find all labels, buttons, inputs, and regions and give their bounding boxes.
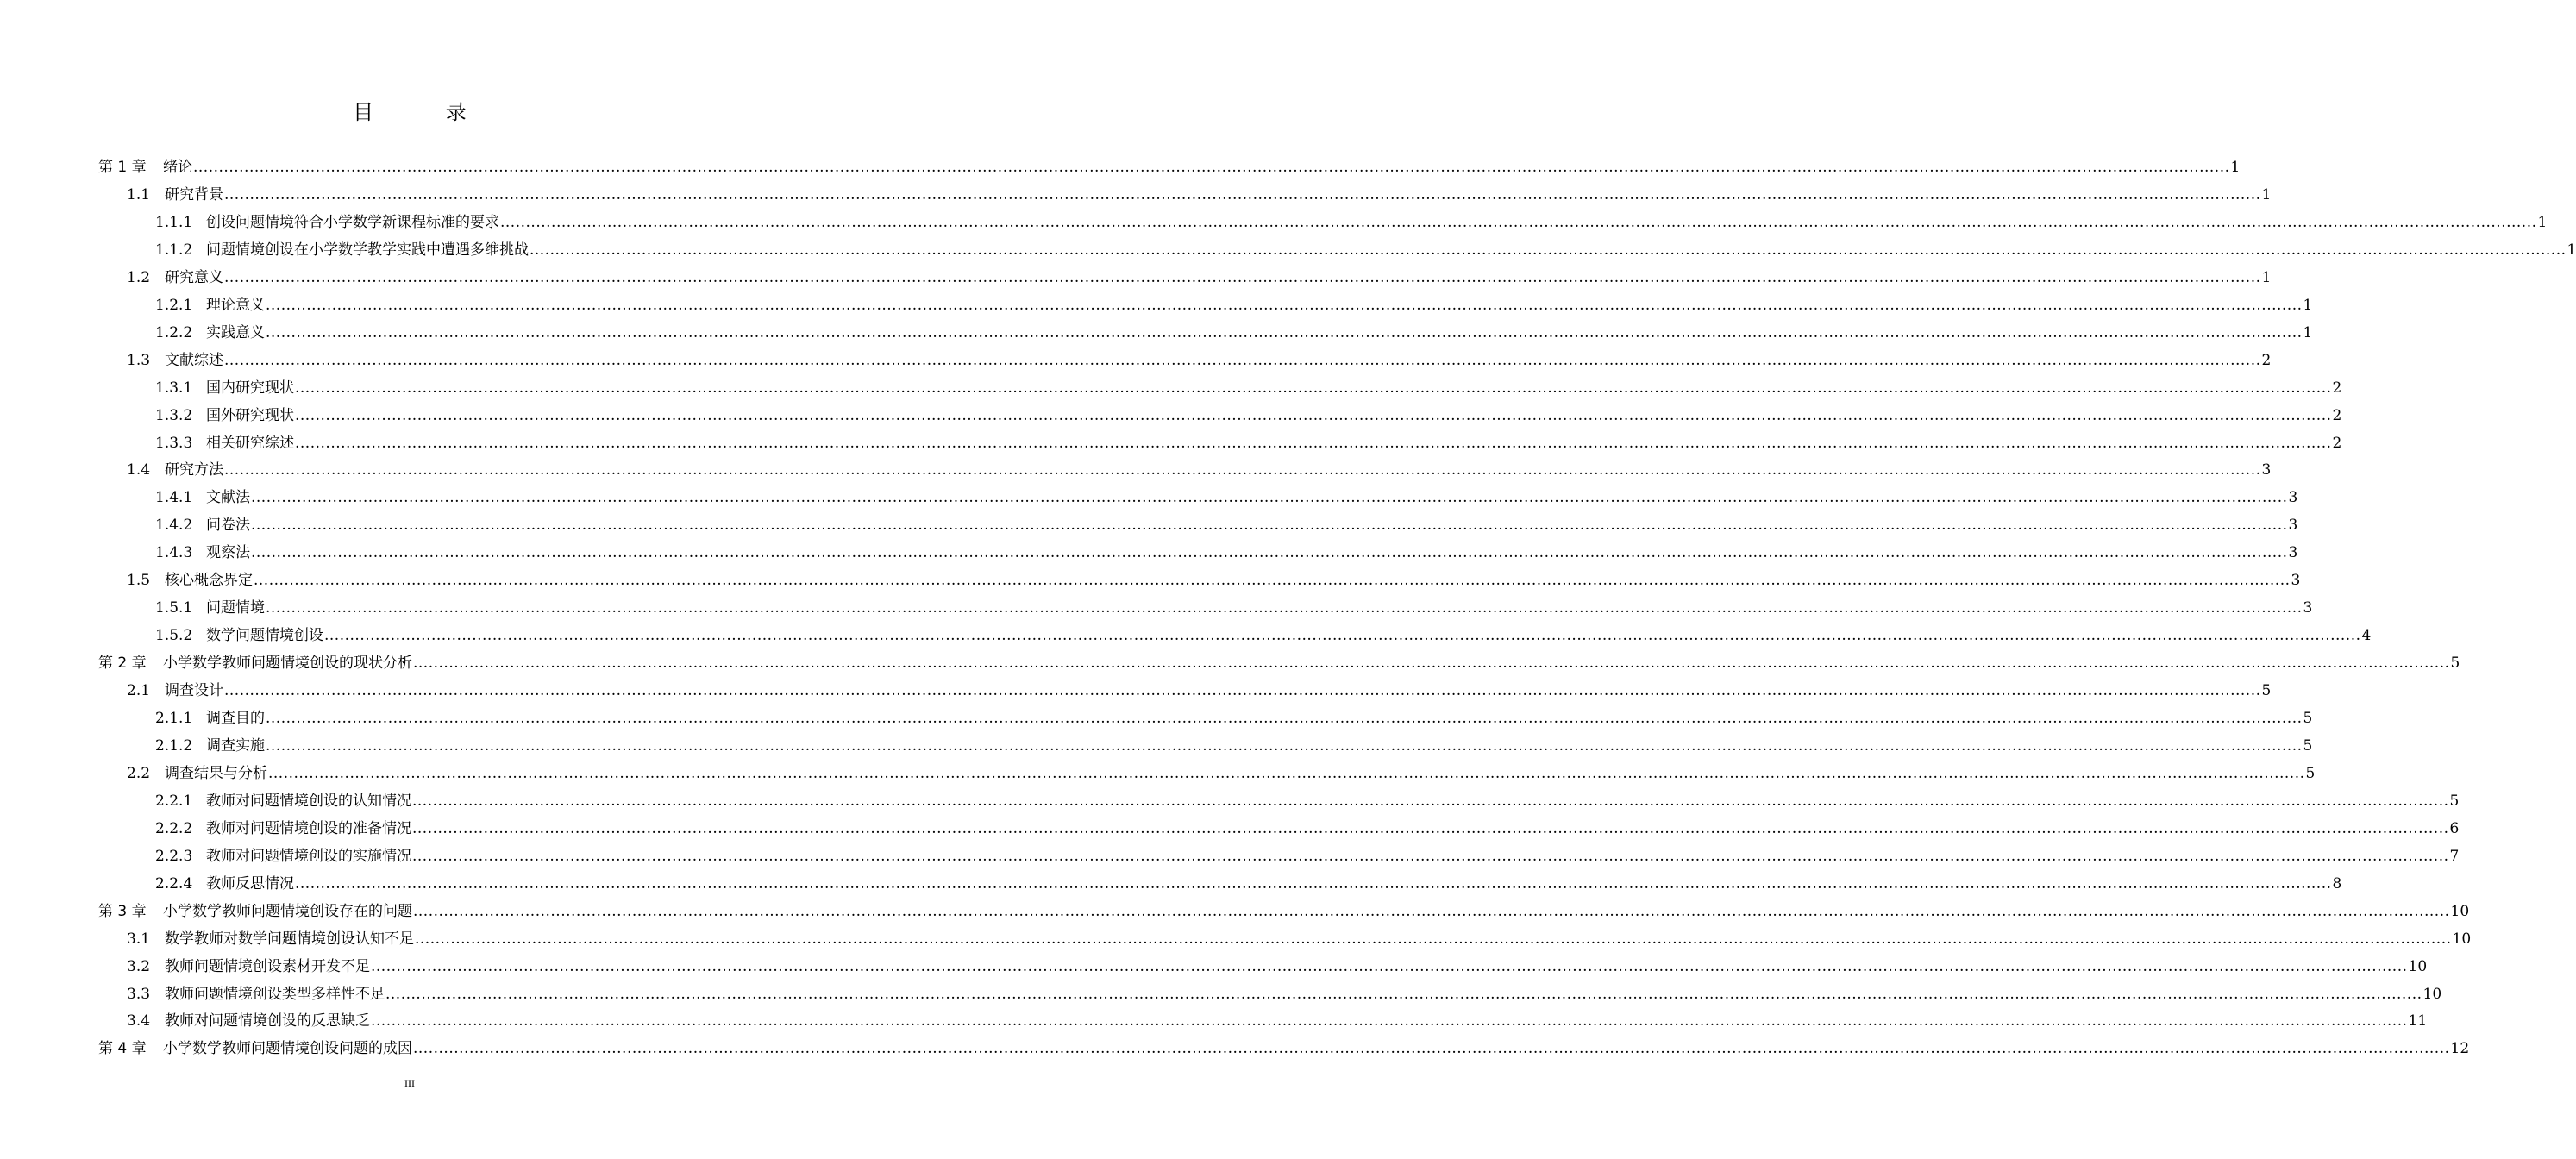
toc-entry-number: 第 3 章: [98, 902, 147, 920]
toc-dot-leader: ................................................................................................................................................................................................................................................................................................................................................................................................................: [251, 517, 2288, 535]
toc-entry-label: 相关研究综述: [206, 434, 294, 452]
toc-entry-number: 第 4 章: [98, 1040, 147, 1058]
toc-entry-label: 数学教师对数学问题情境创设认知不足: [165, 930, 414, 948]
toc-entry-page-number: 5: [2303, 736, 2313, 755]
toc-entry-label: 问题情境: [206, 599, 265, 617]
toc-entry-number: 3.2: [127, 957, 151, 975]
toc-entry-label: 调查结果与分析: [165, 764, 267, 782]
toc-entry-number: 1.5.1: [155, 599, 193, 617]
toc-entry-page-number: 4: [2361, 627, 2372, 645]
toc-entry-number: 2.2: [127, 764, 151, 782]
toc-dot-leader: ................................................................................................................................................................................................................................................................................................................................................................................................................: [193, 159, 2230, 176]
toc-entry[interactable]: [127, 1007, 2428, 1035]
toc-dot-leader: ................................................................................................................................................................................................................................................................................................................................................................................................................: [251, 544, 2288, 562]
toc-entry-page-number: 1: [2261, 268, 2272, 286]
toc-dot-leader: ................................................................................................................................................................................................................................................................................................................................................................................................................: [266, 710, 2303, 727]
toc-dot-leader: ................................................................................................................................................................................................................................................................................................................................................................................................................: [412, 792, 2449, 810]
toc-entry-label: 问卷法: [206, 517, 250, 535]
toc-entry-label: 调查实施: [206, 736, 265, 755]
toc-dot-leader: ................................................................................................................................................................................................................................................................................................................................................................................................................: [224, 461, 2261, 479]
toc-entry[interactable]: [155, 815, 2460, 843]
toc-entry[interactable]: [127, 925, 2472, 953]
toc-dot-leader: ................................................................................................................................................................................................................................................................................................................................................................................................................: [224, 268, 2261, 286]
toc-entry[interactable]: [155, 429, 2342, 457]
toc-entry-label: 研究意义: [165, 268, 223, 286]
toc-dot-leader: ................................................................................................................................................................................................................................................................................................................................................................................................................: [224, 682, 2261, 700]
toc-entry-page-number: 3: [2288, 489, 2298, 507]
toc-entry-number: 3.1: [127, 930, 151, 948]
toc-entry-number: 1.5.2: [155, 627, 193, 645]
toc-entry-page-number: 10: [2408, 957, 2428, 975]
toc-entry[interactable]: [127, 980, 2442, 1008]
toc-entry[interactable]: [155, 539, 2298, 567]
toc-entry-label: 小学数学教师问题情境创设存在的问题: [163, 902, 412, 920]
toc-entry-label: 问题情境创设在小学数学教学实践中遭遇多维挑战: [206, 241, 529, 259]
toc-dot-leader: ................................................................................................................................................................................................................................................................................................................................................................................................................: [385, 985, 2422, 1003]
toc-entry-number: 2.2.4: [155, 874, 193, 893]
page-footer-number: III: [404, 1077, 415, 1089]
toc-dot-leader: ................................................................................................................................................................................................................................................................................................................................................................................................................: [295, 874, 2332, 893]
toc-entry-page-number: 3: [2288, 517, 2298, 535]
toc-dot-leader: ................................................................................................................................................................................................................................................................................................................................................................................................................: [254, 572, 2291, 590]
toc-entry-page-number: 5: [2261, 682, 2272, 700]
toc-entry-page-number: 3: [2288, 544, 2298, 562]
toc-dot-leader: ................................................................................................................................................................................................................................................................................................................................................................................................................: [413, 1040, 2450, 1058]
toc-entry-label: 小学数学教师问题情境创设的现状分析: [163, 655, 412, 673]
toc-entry[interactable]: [127, 567, 2301, 594]
toc-entry-number: 2.2.2: [155, 819, 193, 837]
toc-entry-page-number: 11: [2408, 1012, 2428, 1031]
toc-entry-label: 教师问题情境创设素材开发不足: [165, 957, 370, 975]
toc-entry[interactable]: [127, 456, 2272, 484]
toc-dot-leader: ................................................................................................................................................................................................................................................................................................................................................................................................................: [266, 599, 2303, 617]
toc-entry-page-number: 1: [2537, 213, 2548, 231]
toc-entry-label: 教师对问题情境创设的实施情况: [206, 847, 411, 865]
toc-entry-label: 国内研究现状: [206, 379, 294, 397]
toc-entry[interactable]: [127, 677, 2272, 705]
toc-entry[interactable]: [155, 622, 2372, 649]
toc-entry-number: 3.4: [127, 1012, 151, 1031]
toc-dot-leader: ................................................................................................................................................................................................................................................................................................................................................................................................................: [268, 764, 2305, 782]
toc-entry[interactable]: [155, 402, 2342, 429]
toc-entry-number: 1.4.2: [155, 517, 193, 535]
toc-dot-leader: ................................................................................................................................................................................................................................................................................................................................................................................................................: [412, 847, 2449, 865]
toc-entry[interactable]: [155, 843, 2460, 870]
toc-entry[interactable]: [155, 787, 2460, 815]
toc-entry-label: 研究背景: [165, 185, 223, 204]
toc-entry-page-number: 1: [2261, 185, 2272, 204]
toc-entry-number: 1.4.1: [155, 489, 193, 507]
toc-entry-page-number: 5: [2450, 655, 2460, 673]
toc-entry-number: 1.4: [127, 461, 151, 479]
toc-entry-page-number: 10: [2450, 902, 2470, 920]
toc-entry[interactable]: [98, 1035, 2470, 1062]
toc-entry-number: 2.2.3: [155, 847, 193, 865]
toc-entry-number: 1.3.3: [155, 434, 193, 452]
toc-dot-leader: ................................................................................................................................................................................................................................................................................................................................................................................................................: [224, 185, 2261, 204]
toc-entry-page-number: 3: [2291, 572, 2301, 590]
toc-entry-label: 教师问题情境创设类型多样性不足: [165, 985, 385, 1003]
toc-entry[interactable]: [98, 898, 2470, 925]
toc-entry-page-number: 2: [2332, 434, 2342, 452]
toc-entry-label: 调查目的: [206, 710, 265, 727]
toc-entry-label: 创设问题情境符合小学数学新课程标准的要求: [206, 213, 499, 231]
toc-entry-number: 1.5: [127, 572, 151, 590]
toc-dot-leader: ................................................................................................................................................................................................................................................................................................................................................................................................................: [224, 351, 2261, 369]
toc-dot-leader: ................................................................................................................................................................................................................................................................................................................................................................................................................: [530, 241, 2567, 259]
toc-entry[interactable]: [127, 264, 2272, 291]
toc-entry-number: 1.1: [127, 185, 151, 204]
toc-dot-leader: ................................................................................................................................................................................................................................................................................................................................................................................................................: [415, 930, 2452, 948]
toc-entry-label: 数学问题情境创设: [206, 627, 323, 645]
toc-entry-number: 3.3: [127, 985, 151, 1003]
toc-entry-page-number: 1: [2230, 159, 2241, 176]
toc-entry-page-number: 8: [2332, 874, 2342, 893]
toc-entry-page-number: 10: [2422, 985, 2442, 1003]
toc-entry-label: 核心概念界定: [165, 572, 253, 590]
toc-entry-page-number: 2: [2332, 379, 2342, 397]
toc-entry-label: 教师反思情况: [206, 874, 294, 893]
toc-dot-leader: ................................................................................................................................................................................................................................................................................................................................................................................................................: [324, 627, 2361, 645]
toc-entry[interactable]: [127, 181, 2272, 209]
toc-dot-leader: ................................................................................................................................................................................................................................................................................................................................................................................................................: [266, 323, 2303, 341]
toc-entry-number: 1.1.1: [155, 213, 193, 231]
toc-entry-number: 1.3.1: [155, 379, 193, 397]
toc-dot-leader: ................................................................................................................................................................................................................................................................................................................................................................................................................: [371, 1012, 2408, 1031]
toc-entry-number: 1.2.2: [155, 323, 193, 341]
toc-dot-leader: ................................................................................................................................................................................................................................................................................................................................................................................................................: [266, 736, 2303, 755]
toc-dot-leader: ................................................................................................................................................................................................................................................................................................................................................................................................................: [295, 406, 2332, 424]
toc-entry-number: 1.2: [127, 268, 151, 286]
toc-entry-number: 2.1.1: [155, 710, 193, 727]
toc-entry-number: 1.4.3: [155, 544, 193, 562]
toc-entry[interactable]: [127, 760, 2316, 787]
toc-entry[interactable]: [155, 374, 2342, 402]
toc-entry-page-number: 1: [2303, 323, 2313, 341]
toc-entry[interactable]: [155, 484, 2298, 511]
toc-entry-page-number: 2: [2261, 351, 2272, 369]
toc-entry-label: 国外研究现状: [206, 406, 294, 424]
toc-dot-leader: ................................................................................................................................................................................................................................................................................................................................................................................................................: [295, 434, 2332, 452]
toc-entry-number: 第 2 章: [98, 655, 147, 673]
toc-entry-page-number: 3: [2261, 461, 2272, 479]
toc-entry-number: 1.1.2: [155, 241, 193, 259]
toc-entry-number: 1.3.2: [155, 406, 193, 424]
toc-entry-page-number: 6: [2449, 819, 2460, 837]
toc-entry-label: 研究方法: [165, 461, 223, 479]
toc-entry-page-number: 1: [2303, 296, 2313, 314]
toc-dot-leader: ................................................................................................................................................................................................................................................................................................................................................................................................................: [500, 213, 2537, 231]
toc-dot-leader: ................................................................................................................................................................................................................................................................................................................................................................................................................: [295, 379, 2332, 397]
toc-entry-number: 1.2.1: [155, 296, 193, 314]
toc-entry-label: 文献法: [206, 489, 250, 507]
toc-entry[interactable]: [155, 319, 2313, 347]
toc-entry[interactable]: [155, 705, 2313, 732]
toc-dot-leader: ................................................................................................................................................................................................................................................................................................................................................................................................................: [413, 902, 2450, 920]
toc-entry[interactable]: [127, 953, 2428, 980]
toc-entry-label: 教师对问题情境创设的认知情况: [206, 792, 411, 810]
toc-entry-page-number: 5: [2449, 792, 2460, 810]
toc-entry[interactable]: [155, 732, 2313, 760]
toc-entry-page-number: 10: [2452, 930, 2472, 948]
toc-entry-page-number: 7: [2449, 847, 2460, 865]
toc-dot-leader: ................................................................................................................................................................................................................................................................................................................................................................................................................: [266, 296, 2303, 314]
toc-dot-leader: ................................................................................................................................................................................................................................................................................................................................................................................................................: [413, 655, 2450, 673]
toc-entry[interactable]: [155, 870, 2342, 898]
toc-entry-label: 小学数学教师问题情境创设问题的成因: [163, 1040, 412, 1058]
toc-entry-number: 2.1: [127, 682, 151, 700]
toc-entry-label: 文献综述: [165, 351, 223, 369]
toc-entry-page-number: 5: [2303, 710, 2313, 727]
toc-entry-label: 绪论: [163, 159, 192, 176]
toc-entry-number: 第 1 章: [98, 159, 147, 176]
toc-entry-number: 2.1.2: [155, 736, 193, 755]
toc-entry-page-number: 5: [2305, 764, 2316, 782]
toc-entry-label: 观察法: [206, 544, 250, 562]
toc-entry-label: 教师对问题情境创设的反思缺乏: [165, 1012, 370, 1031]
toc-entry[interactable]: [98, 649, 2460, 677]
toc-entry[interactable]: [155, 594, 2313, 622]
toc-entry-page-number: 1: [2567, 241, 2576, 259]
toc-entry-number: 2.2.1: [155, 792, 193, 810]
toc-entry[interactable]: [155, 209, 2548, 236]
toc-entry-page-number: 2: [2332, 406, 2342, 424]
toc-entry[interactable]: [98, 153, 2241, 181]
toc-entry[interactable]: [155, 511, 2298, 539]
toc-entry[interactable]: [127, 347, 2272, 374]
toc-entry-page-number: 3: [2303, 599, 2313, 617]
toc-entry-label: 教师对问题情境创设的准备情况: [206, 819, 411, 837]
toc-entry-number: 1.3: [127, 351, 151, 369]
toc-title: 目 录: [353, 100, 499, 124]
toc-dot-leader: ................................................................................................................................................................................................................................................................................................................................................................................................................: [412, 819, 2449, 837]
toc-entry-label: 实践意义: [206, 323, 265, 341]
toc-entry-page-number: 12: [2450, 1040, 2470, 1058]
toc-dot-leader: ................................................................................................................................................................................................................................................................................................................................................................................................................: [251, 489, 2288, 507]
toc-entry-label: 调查设计: [165, 682, 223, 700]
toc-entry[interactable]: [155, 236, 2576, 264]
toc-dot-leader: ................................................................................................................................................................................................................................................................................................................................................................................................................: [371, 957, 2408, 975]
toc-entry-label: 理论意义: [206, 296, 265, 314]
toc-entry[interactable]: [155, 291, 2313, 319]
